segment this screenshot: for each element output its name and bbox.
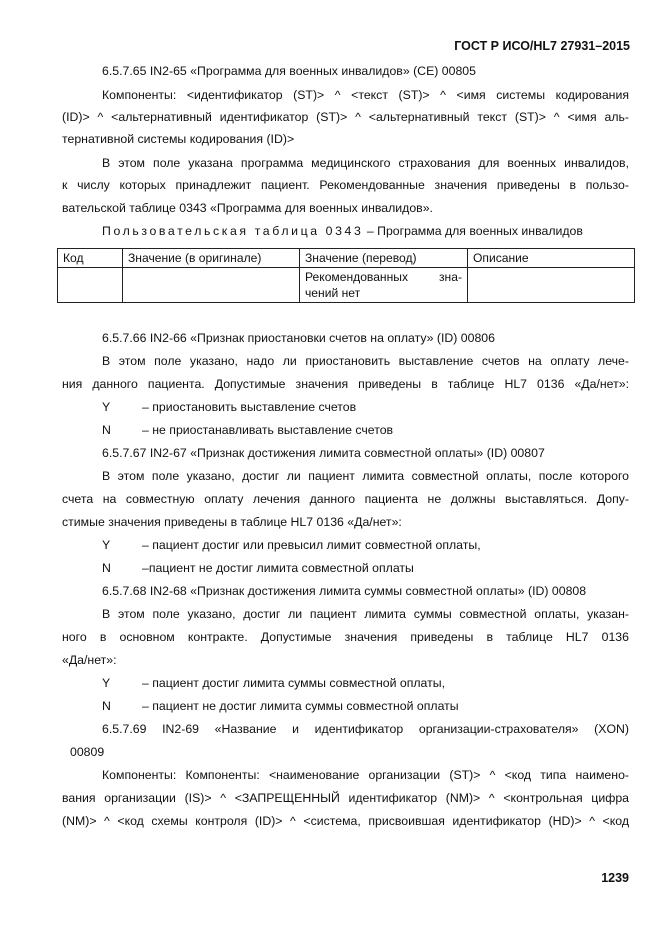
components-line: (ID)> ^ <альтернативный идентификатор (ST)> ^ <альтернативный текст (ST)> ^ <имя аль- xyxy=(62,110,629,124)
components-line: Компоненты: Компоненты: <наименование организации (ST)> ^ <код типа наимено- xyxy=(102,768,629,782)
paragraph-line: «Да/нет»: xyxy=(62,653,117,667)
value-description: –пациент не достиг лимита совместной оплаты xyxy=(142,561,414,575)
components-line: вания организации (IS)> ^ <ЗАПРЕЩЕННЫЙ идентификатор (NM)> ^ <контрольная цифра xyxy=(62,791,629,805)
paragraph-line: ного в основном контракте. Допустимые значения приведены в таблице HL7 0136 xyxy=(62,630,629,644)
section-title: 6.5.7.68 IN2-68 «Признак достижения лимита суммы совместной оплаты» (ID) 00808 xyxy=(102,584,587,598)
value-code: Y xyxy=(102,676,111,690)
table-cell xyxy=(58,268,123,303)
column-header: Значение (перевод) xyxy=(300,249,468,268)
table-caption-title: – Программа для военных инвалидов xyxy=(363,224,583,238)
value-code: N xyxy=(102,561,111,575)
column-header: Код xyxy=(58,249,123,268)
column-header: Значение (в оригинале) xyxy=(123,249,300,268)
value-code: N xyxy=(102,423,111,437)
section-title-continuation: 00809 xyxy=(70,745,105,759)
table-cell-text: Рекомендованных зна- xyxy=(305,270,462,284)
value-code: Y xyxy=(102,400,111,414)
section-title: 6.5.7.67 IN2-67 «Признак достижения лимита совместной оплаты» (ID) 00807 xyxy=(102,446,545,460)
paragraph-line: В этом поле указано, достиг ли пациент лимита совместной оплаты, после которого xyxy=(102,469,629,483)
table-caption-label: Пользовательская таблица 0343 xyxy=(102,224,364,238)
table-cell xyxy=(300,268,468,303)
table-cell xyxy=(468,268,635,303)
value-description: – приостановить выставление счетов xyxy=(142,400,357,414)
page-number: 1239 xyxy=(601,871,629,885)
table-row xyxy=(58,268,635,303)
paragraph-line: В этом поле указано, достиг ли пациент лимита суммы совместной оплаты, указан- xyxy=(102,607,629,621)
paragraph-line: В этом поле указана программа медицинского страхования для военных инвалидов, xyxy=(102,156,629,170)
components-line: Компоненты: <идентификатор (ST)> ^ <текст (ST)> ^ <имя системы кодирования xyxy=(102,88,629,102)
value-description: – пациент достиг или превысил лимит совместной оплаты, xyxy=(142,538,481,552)
value-description: – пациент не достиг лимита суммы совместной оплаты xyxy=(142,699,459,713)
paragraph-line: вательской таблице 0343 «Программа для военных инвалидов». xyxy=(62,201,433,215)
section-title: 6.5.7.66 IN2-66 «Признак приостановки счетов на оплату» (ID) 00806 xyxy=(102,331,495,345)
section-title: 6.5.7.69 IN2-69 «Название и идентификатор организации-страхователя» (XON) xyxy=(102,722,629,736)
paragraph-line: В этом поле указано, надо ли приостановить выставление счетов на оплату лече- xyxy=(102,354,629,368)
paragraph-line: к числу которых принадлежит пациент. Рекомендованные значения приведены в пользо- xyxy=(62,178,629,192)
components-line: тернативной системы кодирования (ID)> xyxy=(62,132,295,146)
paragraph-line: счета на совместную оплату лечения данного пациента не должны выставляться. Допу- xyxy=(62,492,629,506)
value-description: – не приостанавливать выставление счетов xyxy=(142,423,394,437)
section-title: 6.5.7.65 IN2-65 «Программа для военных инвалидов» (СЕ) 00805 xyxy=(102,64,476,78)
table-caption xyxy=(102,223,629,239)
paragraph-line: ния данного пациента. Допустимые значения приведены в таблице HL7 0136 «Да/нет»: xyxy=(62,377,629,391)
table-cell-text: чений нет xyxy=(305,286,361,300)
table-cell xyxy=(123,268,300,303)
value-code: Y xyxy=(102,538,111,552)
components-line: (NM)> ^ <код схемы контроля (ID)> ^ <система, присвоившая идентификатор (HD)> ^ <код xyxy=(62,814,629,828)
table-header-row xyxy=(58,249,635,268)
user-table-0343 xyxy=(57,248,635,303)
value-code: N xyxy=(102,699,111,713)
paragraph-line: стимые значения приведены в таблице HL7 0136 «Да/нет»: xyxy=(62,515,402,529)
column-header: Описание xyxy=(468,249,635,268)
document-header: ГОСТ Р ИСО/HL7 27931–2015 xyxy=(454,39,630,53)
value-description: – пациент достиг лимита суммы совместной оплаты, xyxy=(142,676,445,690)
